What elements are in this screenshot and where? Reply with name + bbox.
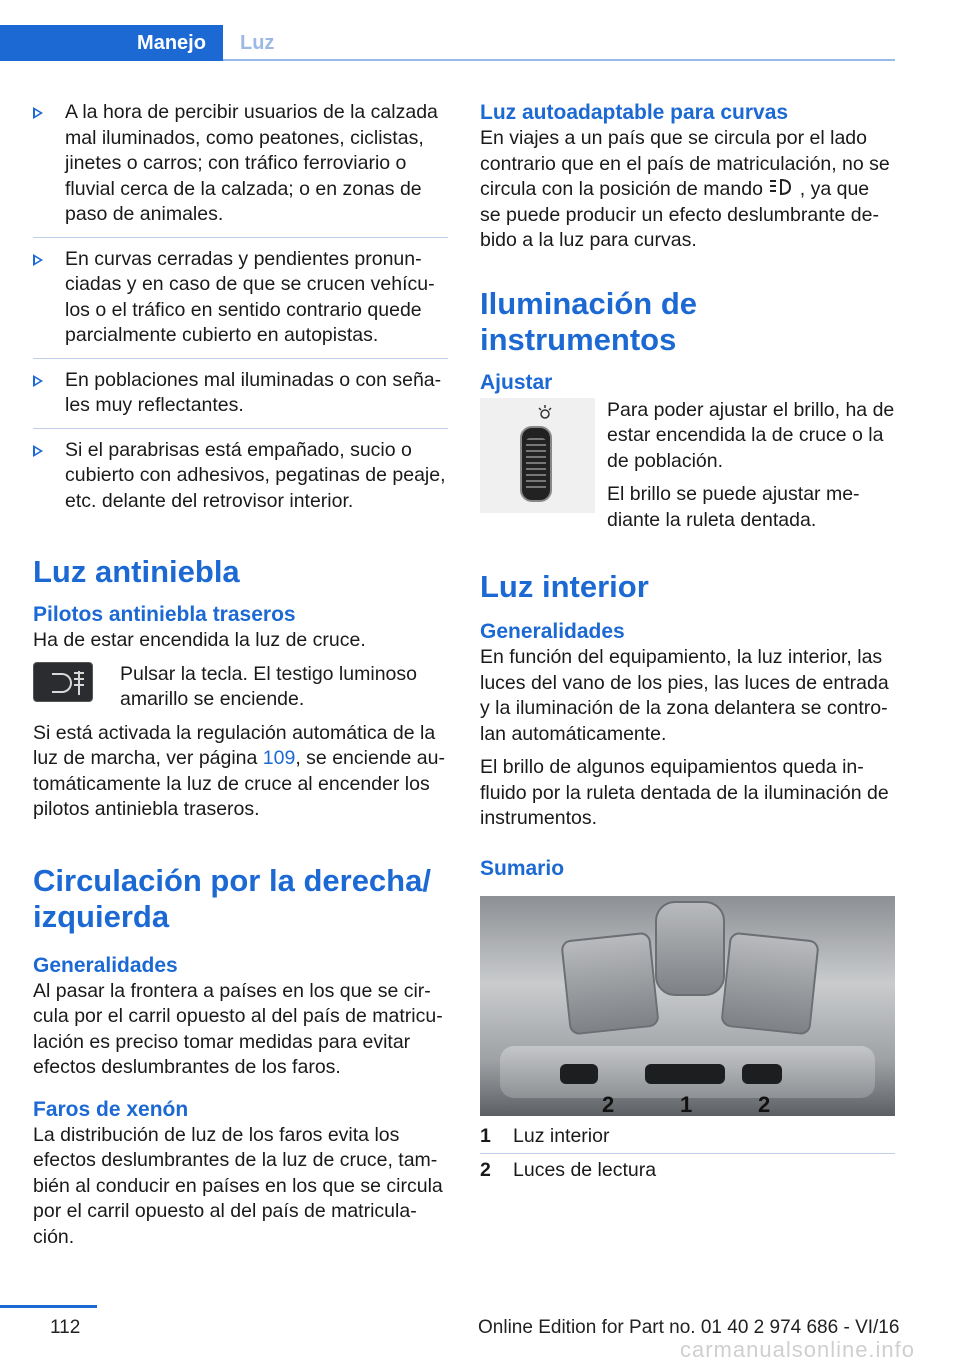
adjust-text-1: Para poder ajustar el brillo, ha de estar encendida la de cruce o la de población. (607, 398, 895, 472)
edition-text: Online Edition for Part no. 01 40 2 974 686 - VI/16 (478, 1317, 900, 1338)
bullet-item: Si el parabrisas está empañado, sucio o cubierto con adhesivos, pegatinas de peaje, etc. delante del retrovisor interior. (33, 438, 448, 515)
auto-text: Si está activada la regulación automática de la luz de marcha, ver página 109, se enciende automáticamente la luz de cruce al encender los pilotos antiniebla traseros. (33, 721, 445, 820)
interior-text-2: El brillo de algunos equipamientos queda influido por la ruleta dentada de la iluminación de instrumentos. (480, 756, 889, 829)
heading-rear-fog: Pilotos antiniebla traseros (33, 603, 296, 626)
photo-label: 1 (680, 1091, 693, 1116)
header-rule (0, 59, 895, 61)
watermark: carmanualsonline.info (680, 1337, 916, 1362)
rear-fog-text: Ha de estar encendida la luz de cruce. (33, 629, 366, 651)
page-header (0, 25, 895, 61)
bullet-item: A la hora de percibir usuarios de la calzada mal iluminados, como peatones, ciclistas, jinetes o carros; con tráfico ferroviario o fluvial cerca de la calzada; o en zonas de paso de animales. (33, 100, 448, 228)
triangle-bullet-icon (33, 445, 43, 457)
heading-interior-general: Generalidades (480, 620, 625, 643)
interior-text-1: En función del equipamiento, la luz interior, las luces del vano de los pies, las luces de entrada y la iluminación de la zona delantera se controlan automáticamente. (480, 646, 889, 745)
left-column (33, 100, 448, 1250)
heading-traffic: Circulación por la derecha/ izquierda (33, 862, 431, 934)
page-number: 112 (50, 1317, 81, 1338)
divider (480, 1153, 895, 1154)
tab-luz[interactable]: Luz (240, 31, 275, 54)
photo-label: 2 (758, 1091, 771, 1116)
heading-xenon: Faros de xenón (33, 1097, 189, 1121)
triangle-bullet-icon (33, 375, 43, 387)
curve-light-icon (768, 177, 794, 195)
heading-summary: Sumario (480, 856, 565, 880)
legend-item: 2 Luces de lectura (480, 1159, 657, 1181)
adjust-row (480, 398, 895, 534)
xenon-text: La distribución de luz de los faros evita los efectos deslumbrantes de la luz de cruce, también al conducir en países en los que se circula por el carril opuesto al del país de matriculación. (33, 1123, 443, 1248)
heading-curve-light: Luz autoadaptable para curvas (480, 101, 789, 124)
triangle-bullet-icon (33, 107, 43, 119)
divider (33, 237, 448, 238)
heading-adjust: Ajustar (480, 370, 553, 394)
header-bar-lead (0, 25, 120, 61)
heading-instrument-lighting: Iluminación de instrumentos (480, 285, 698, 357)
photo-label: 2 (602, 1091, 615, 1116)
page-link[interactable]: 109 (262, 747, 296, 769)
heading-general: Generalidades (33, 953, 178, 977)
rear-fog-button-icon (33, 662, 93, 702)
heading-fog: Luz antiniebla (33, 554, 240, 589)
divider (33, 428, 448, 429)
curve-text: En viajes a un país que se circula por el lado contrario que en el país de matriculación, no se circula con la posición de mando , ya que se puede producir un efecto deslumbrante debido a la luz para curvas. (480, 127, 890, 251)
page-footer (0, 1303, 960, 1362)
right-column (480, 100, 895, 1184)
bullet-item: En poblaciones mal iluminadas o con señales muy reflectantes. (33, 368, 448, 419)
heading-interior-light: Luz interior (480, 569, 649, 604)
general-text: Al pasar la frontera a países en los que se circula por el carril opuesto al del país de matriculación es preciso tomar medidas para evitar efectos deslumbrantes de los faros. (33, 979, 443, 1078)
divider (33, 358, 448, 359)
fog-button-row (33, 662, 448, 713)
tab-manejo[interactable]: Manejo (120, 25, 223, 61)
fog-button-text: Pulsar la tecla. El testigo luminoso amarillo se enciende. (120, 662, 417, 710)
footer-rule (0, 1305, 97, 1308)
legend-item: 1 Luz interior (480, 1124, 610, 1147)
triangle-bullet-icon (33, 254, 43, 266)
thumbwheel-icon (480, 398, 595, 513)
bullet-item: En curvas cerradas y pendientes pronunciadas y en caso de que se crucen vehículos o el tráfico en sentido contrario quede parcialmente cubierto en autopistas. (33, 247, 448, 349)
overhead-console-photo (480, 896, 895, 1116)
adjust-text-2: El brillo se puede ajustar mediante la ruleta dentada. (607, 483, 860, 531)
